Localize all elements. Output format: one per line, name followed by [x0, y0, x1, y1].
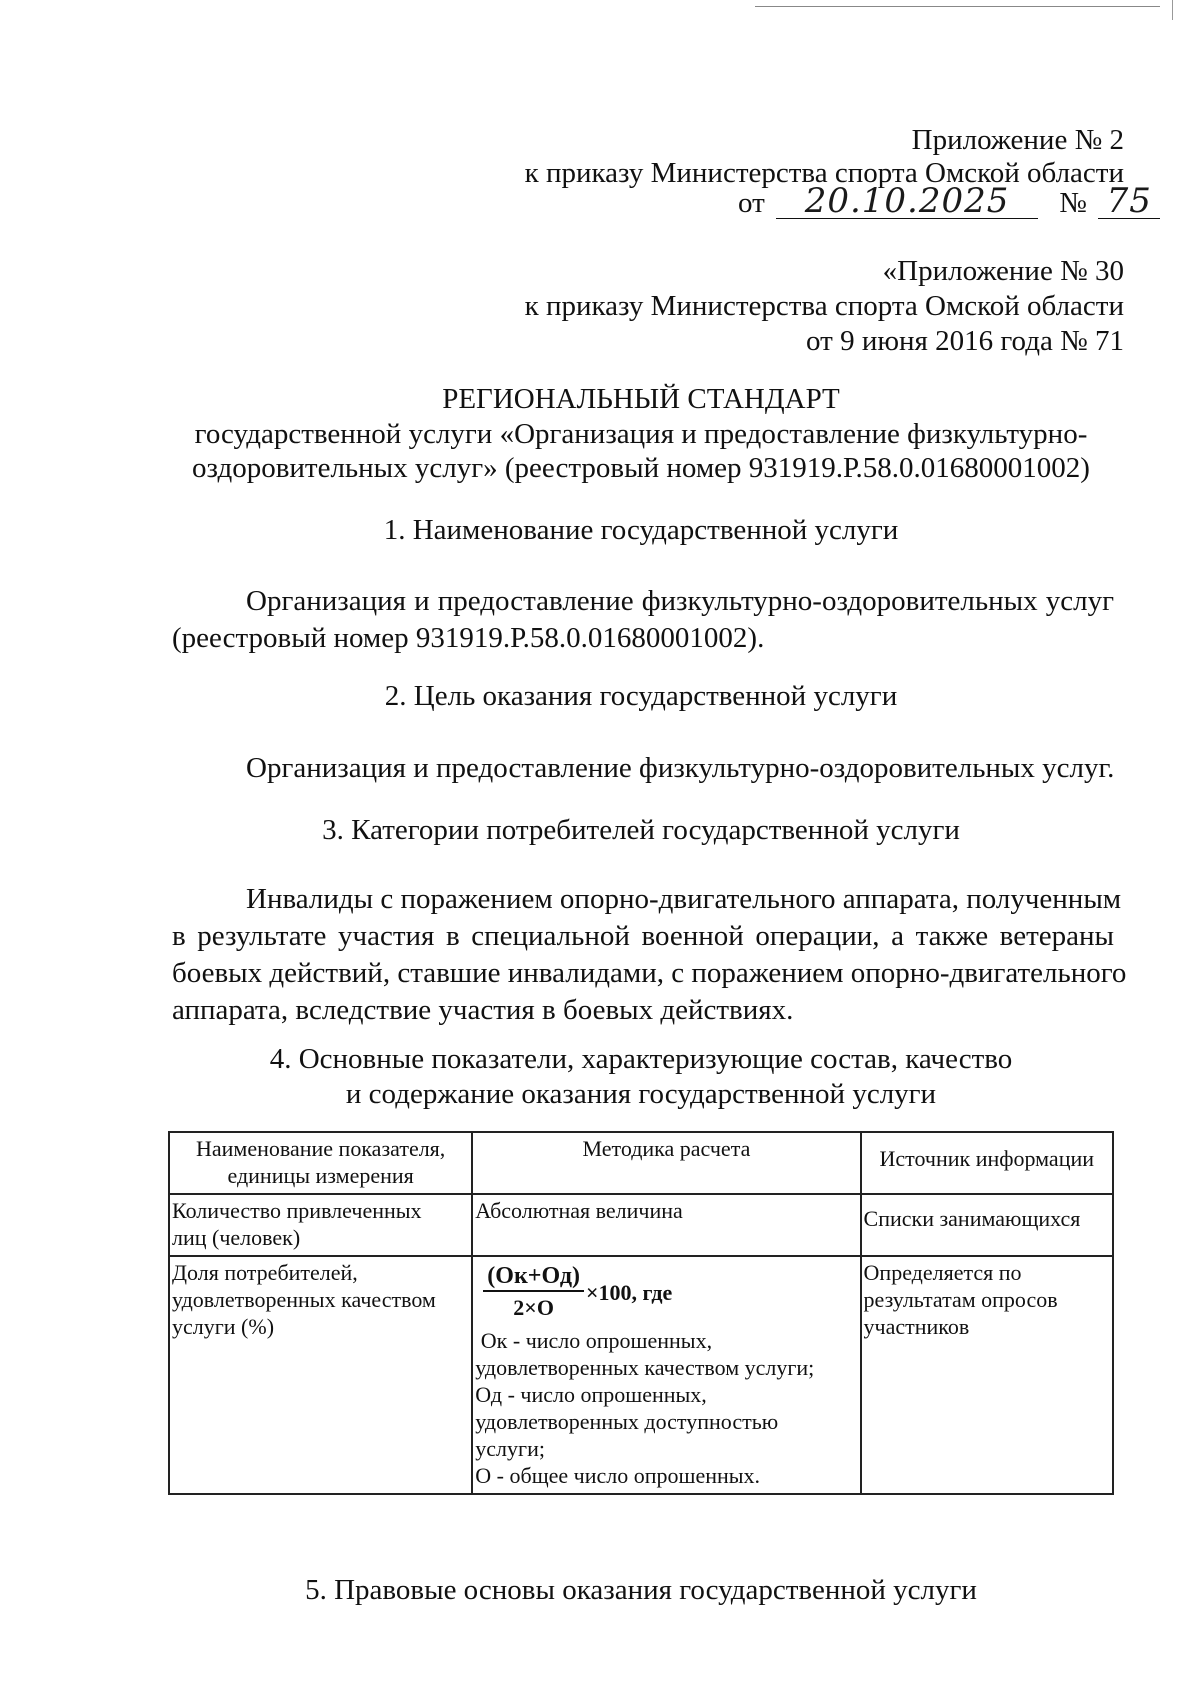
section-2-heading: 2. Цель оказания государственной услуги: [384, 680, 898, 712]
handwritten-number: 75: [1098, 184, 1160, 219]
cell-text: Количество привлеченных: [172, 1198, 422, 1223]
formula-legend: удовлетворенных качеством услуги;: [475, 1355, 815, 1380]
cell-text: участников: [863, 1314, 970, 1339]
formula-fraction: [483, 1263, 584, 1321]
formula-legend: Ок - число опрошенных,: [475, 1328, 713, 1353]
header-text: Методика расчета: [582, 1136, 751, 1161]
formula-suffix: ×100, где: [585, 1279, 673, 1305]
cell-source: [861, 1256, 1113, 1494]
cell-method: [472, 1194, 860, 1256]
header-text: Источник информации: [879, 1146, 1095, 1171]
formula-legend: удовлетворенных доступностью: [475, 1409, 779, 1434]
formula-legend: О - общее число опрошенных.: [475, 1463, 761, 1488]
formula-numerator: (Ок+Од): [483, 1263, 584, 1292]
section-4-heading-line1: 4. Основные показатели, характеризующие состав, качество: [269, 1043, 1013, 1075]
cell-text: удовлетворенных качеством: [172, 1287, 436, 1312]
formula-legend: услуги;: [475, 1436, 545, 1461]
appendix-date-line: [738, 181, 1160, 222]
formula-denominator: 2×О: [513, 1295, 554, 1320]
section-3-text-line: боевых действий, ставшие инвалидами, с поражением опорно-двигательного: [172, 957, 1127, 989]
cell-text: услуги (%): [172, 1314, 275, 1339]
table-row: [169, 1194, 1113, 1256]
appendix-title: Приложение № 2: [911, 124, 1124, 156]
doc-title-main: РЕГИОНАЛЬНЫЙ СТАНДАРТ: [442, 383, 840, 415]
table-row: [169, 1256, 1113, 1494]
cell-text: Определяется по: [863, 1260, 1022, 1285]
section-3-text: [172, 881, 1127, 1029]
satisfaction-formula: [483, 1263, 857, 1321]
section-3-text-line: аппарата, вследствие участия в боевых действиях.: [172, 994, 794, 1026]
header-text: Наименование показателя,: [195, 1136, 446, 1161]
header-text: единицы измерения: [227, 1163, 414, 1188]
header-indicator-name: [169, 1132, 472, 1194]
section-3-text-line: Инвалиды с поражением опорно-двигательного аппарата, полученным: [246, 883, 1122, 915]
section-1-text-line: Организация и предоставление физкультурно-оздоровительных услуг: [246, 585, 1114, 617]
section-2-text: Организация и предоставление физкультурно-оздоровительных услуг.: [246, 752, 1115, 784]
indicators-table: [168, 1131, 1114, 1495]
prior-appendix-order-ref: к приказу Министерства спорта Омской области: [524, 290, 1124, 322]
appendix-order-ref: к приказу Министерства спорта Омской области: [524, 157, 1124, 189]
cell-indicator: [169, 1194, 472, 1256]
cell-text: Списки занимающихся: [863, 1206, 1081, 1231]
section-4-heading-line2: и содержание оказания государственной услуги: [345, 1078, 937, 1110]
doc-title-line2: государственной услуги «Организация и предоставление физкультурно-: [194, 418, 1088, 450]
section-3-heading: 3. Категории потребителей государственной услуги: [322, 814, 960, 846]
cell-text: лиц (человек): [172, 1225, 301, 1250]
section-1-text-line: (реестровый номер 931919.Р.58.0.01680001002).: [172, 622, 765, 654]
section-3-text-line: в результате участия в специальной военной операции, а также ветераны: [172, 920, 1114, 952]
cell-indicator: [169, 1256, 472, 1494]
handwritten-date: 20.10.2025: [776, 184, 1038, 219]
table-header-row: [169, 1132, 1113, 1194]
section-5-heading: 5. Правовые основы оказания государственной услуги: [305, 1574, 977, 1606]
from-label: от: [738, 187, 765, 219]
header-method: [472, 1132, 860, 1194]
top-scan-tick: [1172, 0, 1173, 20]
top-scan-rule: [755, 6, 1160, 7]
section-1-heading: 1. Наименование государственной услуги: [383, 514, 899, 546]
prior-appendix-title: «Приложение № 30: [882, 255, 1124, 287]
number-label: №: [1059, 187, 1087, 219]
cell-text: Доля потребителей,: [172, 1260, 358, 1285]
section-1-text: [172, 583, 1114, 657]
cell-text: Абсолютная величина: [475, 1198, 683, 1223]
prior-appendix-date: от 9 июня 2016 года № 71: [806, 325, 1124, 357]
formula-legend: Од - число опрошенных,: [475, 1382, 707, 1407]
cell-source: [861, 1194, 1113, 1256]
header-source: [861, 1132, 1113, 1194]
cell-method: [472, 1256, 860, 1494]
cell-text: результатам опросов: [863, 1287, 1058, 1312]
doc-title-line3: оздоровительных услуг» (реестровый номер 931919.Р.58.0.01680001002): [192, 452, 1090, 484]
